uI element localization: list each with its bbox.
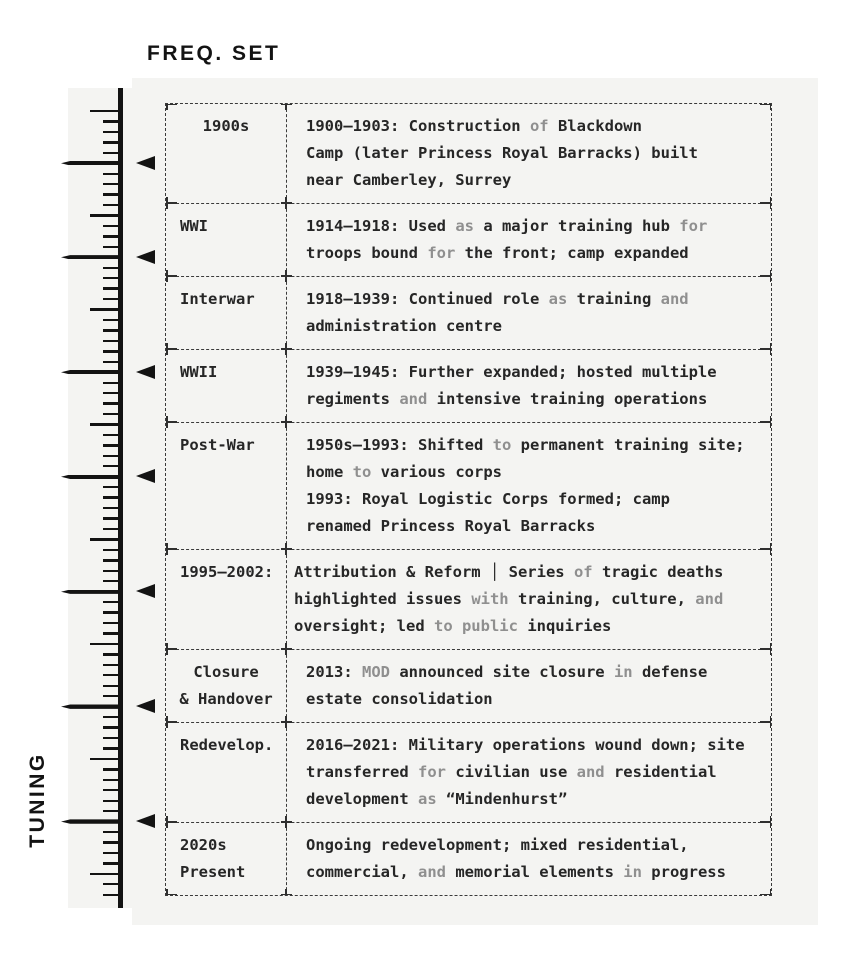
timeline-row-label: Interwar [180, 290, 255, 308]
table-junction [166, 648, 177, 651]
table-junction [760, 421, 771, 424]
table-junction [281, 348, 292, 351]
freq-set-label: FREQ. SET [147, 42, 281, 65]
timeline-row [166, 422, 771, 549]
timeline-row [166, 203, 771, 276]
table-junction [760, 275, 771, 278]
timeline-table [165, 103, 772, 896]
timeline-row-text: 1900–1903: Construction of Blackdown Camp (later Princess Royal Barracks) built near Camberley, Surrey [286, 104, 771, 203]
timeline-row [166, 104, 771, 203]
table-junction [281, 648, 292, 651]
table-junction [281, 103, 292, 105]
timeline-row-text: 2013: MOD announced site closure in defense estate consolidation [286, 650, 771, 722]
table-junction [281, 821, 292, 824]
table-junction [281, 421, 292, 424]
timeline-row-label: 1900s [202, 117, 250, 135]
table-junction [760, 821, 771, 824]
timeline-row-text: 1914–1918: Used as a major training hub for troops bound for the front; camp expanded [286, 204, 771, 276]
timeline-row [166, 722, 771, 822]
timeline-row-text: 1950s–1993: Shifted to permanent training site; home to various corps 1993: Royal Logistic Corps formed; camp renamed Princess Royal Barracks [286, 423, 771, 549]
table-junction [166, 821, 177, 824]
timeline-row-label: Closure & Handover [179, 663, 273, 708]
timeline-row-text: 1918–1939: Continued role as training and administration centre [286, 277, 771, 349]
timeline-row [166, 822, 771, 895]
timeline-row-label: WWI [180, 217, 208, 235]
table-junction [166, 103, 177, 105]
timeline-row [166, 649, 771, 722]
table-junction [281, 894, 292, 896]
table-junction [760, 894, 771, 896]
tuning-label: TUNING [26, 752, 49, 848]
timeline-row [166, 349, 771, 422]
table-junction [166, 421, 177, 424]
table-junction [760, 103, 771, 105]
ruler-panel-strip [68, 88, 132, 908]
timeline-row-text: 1939–1945: Further expanded; hosted multiple regiments and intensive training operations [286, 350, 771, 422]
timeline-row-text: 2016–2021: Military operations wound down; site transferred for civilian use and residential development as “Mindenhurst” [286, 723, 771, 822]
timeline-row-label: Post-War [180, 436, 255, 454]
timeline-row-text: Attribution & Reform │ Series of tragic deaths highlighted issues with training, culture, and oversight; led to public inquiries [286, 550, 771, 649]
table-junction [760, 648, 771, 651]
table-junction [166, 894, 177, 896]
timeline-row-label: WWII [180, 363, 218, 381]
table-junction [760, 202, 771, 205]
table-junction [281, 548, 292, 551]
timeline-row-label: 2020s Present [180, 836, 246, 881]
timeline-row [166, 276, 771, 349]
table-junction [281, 202, 292, 205]
table-junction [166, 202, 177, 205]
table-junction [281, 721, 292, 724]
timeline-row-label: 1995–2002: [180, 563, 274, 581]
table-junction [166, 721, 177, 724]
table-junction [166, 548, 177, 551]
timeline-row [166, 549, 771, 649]
table-junction [760, 348, 771, 351]
table-junction [281, 275, 292, 278]
table-junction [760, 548, 771, 551]
table-junction [760, 721, 771, 724]
table-junction [166, 275, 177, 278]
table-junction [166, 348, 177, 351]
timeline-row-text: Ongoing redevelopment; mixed residential, commercial, and memorial elements in progress [286, 823, 771, 895]
timeline-row-label: Redevelop. [180, 736, 274, 754]
